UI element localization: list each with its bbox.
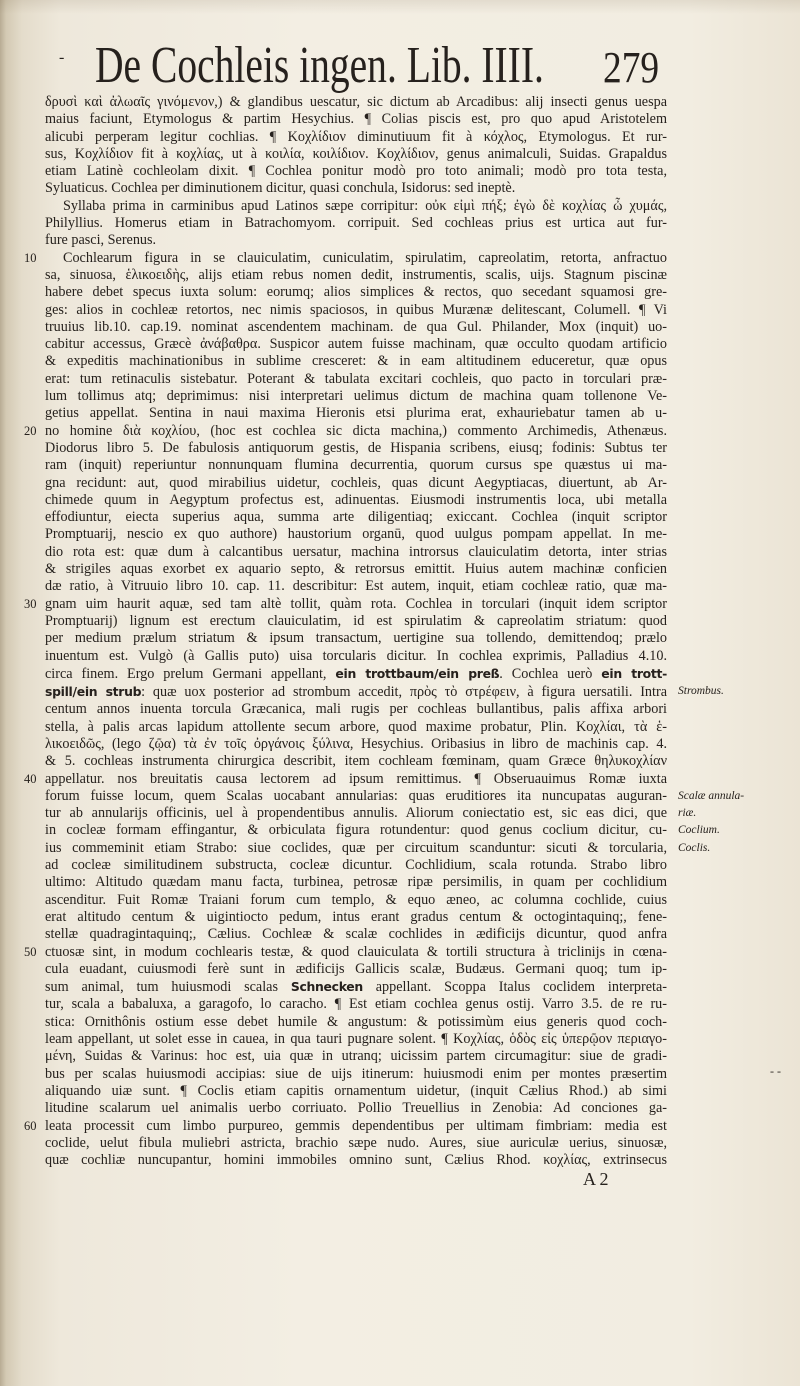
paragraph — [45, 94, 667, 198]
line-text: litudine scalarum uel animalis uerbo corriuato. Pollio Treuellius in Zenobia: Ad conciones ga- — [45, 1100, 667, 1117]
line-text: no homine διὰ κοχλίου, (hoc est cochlea sic dicta machina,) commento Archimedis, Athenæus. — [45, 422, 667, 439]
line-text: cula euadant, cuiusmodi ferè sunt in ædificijs Gallicis scalæ, Budæus. Germani quoq; tum ip- — [45, 960, 667, 977]
text-line — [24, 595, 667, 613]
text-line — [45, 215, 667, 232]
line-text: dio rota est: quæ dum à calcantibus uersatur, machina introrsus clauiculatim detorta, inter strias — [45, 543, 667, 560]
line-text: erat altitudo centum & uigintiocto pedum, intus erant gradus centum & octogintaquinq;, fene- — [45, 908, 667, 925]
text-line — [45, 736, 667, 753]
text-line — [45, 405, 667, 422]
text-line — [45, 509, 667, 526]
text-line — [45, 648, 667, 665]
text-line — [45, 978, 667, 996]
line-text: stellæ quadragintaquinq;, Cælius. Cochleæ & scalæ cochlides in ædificijs dicuntur, quod anfra — [45, 926, 667, 943]
line-text: Philyllius. Homerus etiam in Batrachomyom. corripuit. Sed cochleas prius est urtica aut fur- — [45, 215, 667, 232]
line-text: effodiuntur, eiecta superius aqua, summa arte diligentiaq; exiccant. Cochlea (inquit scriptor — [45, 509, 667, 526]
line-text: ius commeminit etiam Strabo: siue coclides, quæ per circuitum scanduntur: sicuti & torcularia, — [45, 839, 667, 856]
text-line — [45, 822, 720, 839]
text-line — [45, 1031, 667, 1048]
line-text: ram (inquit) reperiuntur nonnunquam flumina decurrentia, quorum cursus spe quæstus ui ma- — [45, 457, 667, 474]
text-line — [45, 787, 745, 805]
line-number: 40 — [24, 771, 37, 786]
edge-mark: - - — [770, 1064, 781, 1078]
text-line — [45, 892, 667, 909]
blackletter-text: spill/ein strub — [45, 684, 142, 700]
text-line — [45, 198, 667, 215]
text-line — [45, 232, 667, 249]
signature-mark: A 2 — [583, 1169, 609, 1189]
line-text: tur, scala a babaluxa, a garagofo, lo caracho. ¶ Est etiam cochlea genus ostij. Varro 3.5. de re ru- — [45, 996, 667, 1013]
margin-note: Coclis. — [678, 841, 711, 854]
line-text: alicubi perperam legitur cochlias. ¶ Κοχλίδιον diminutiuum fit à κόχλος, Etymologus. Et rur- — [45, 128, 667, 145]
text-line — [45, 526, 667, 543]
line-text: gnam uim haurit aquæ, sed tam altè tollit, quàm rota. Cochlea in torculari (inquit idem scriptor — [45, 595, 667, 612]
line-text: aliquando uiæ sunt. ¶ Coclis etiam capitis ornamentum uidetur, (inquit Cælius Rhod.) ab simi — [45, 1082, 667, 1099]
blackletter-text: ein trott- — [601, 665, 667, 681]
text-line — [45, 302, 667, 319]
text-line — [45, 1152, 667, 1169]
line-text: Promptuarij) lignum est erectum clauiculatim, id est spirulatim & capreolatim striatum: quod — [45, 612, 667, 629]
text-line — [45, 1048, 667, 1065]
text-line — [45, 1100, 667, 1117]
text-line — [45, 753, 667, 770]
line-text: coclide, uelut fibula muliebri astricta, brachio sæpe nudo. Aures, siue auriculæ uerius, sinuosæ, — [45, 1134, 667, 1151]
line-text: μένη, Suidas & Varinus: hoc est, uia quæ in utranq; uicissim partem circumagitur: siue de gradi- — [45, 1048, 667, 1065]
line-text: bus per scalas huiusmodi accipias: siue de uijs itinerum: huiusmodi enim per montes præsertim — [45, 1065, 667, 1082]
line-text: ascenditur. Fuit Romæ Traiani forum cum templo, & equo æneo, ac columna cochlide, cuius — [45, 891, 667, 908]
line-number: 10 — [24, 250, 37, 265]
blackletter-text: Schnecken — [290, 979, 363, 995]
text-line — [45, 129, 667, 146]
line-text: stella, à palis arcas lapidum attollente secum arbore, quod maxime probatur, Plin. Κοχλίαι, τὰ ἑ- — [45, 718, 667, 735]
text-line — [45, 719, 667, 736]
line-text: inuentum est. Vulgò (à Gallis puto) uisa torcularis dicitur. In cochlea exprimis, Palladius 4.10. — [45, 647, 667, 664]
line-text: forum fuisse locum, quem Scalas uocabant annularias: quas eruditiores ita nuncupatas auguran- — [45, 787, 667, 804]
running-head: De Cochleis ingen. Lib. IIII. — [95, 37, 544, 94]
line-text: & expeditis machinationibus in sublime cresceret: & in eam altitudinem educeretur, quæ opus — [45, 353, 667, 370]
paragraph — [45, 198, 667, 250]
line-text: & strigiles aquas exorbet ex aquario septo, & retrorsus emittit. Huius autem machinæ conficien — [45, 561, 667, 578]
text-line — [45, 805, 697, 822]
text-line — [45, 1014, 667, 1031]
text-line — [45, 996, 667, 1013]
line-text: gna recidunt: aut, quod mirabilius uidetur, cochleis, quas dicunt Aegyptiacas, diuertunt, ab Ar- — [45, 474, 667, 491]
line-text: lum tollimus atq; deprimimus: nisi interpretari uelimus dictum de machina quam tollenone Ve- — [45, 388, 667, 405]
text-run: appellant. Scoppa Italus coclidem interpreta- — [362, 979, 667, 996]
line-text: chimede quum in Aegyptum profectus est, adinuentas. Eiusmodi instrumentis loca, ubi metalla — [45, 491, 667, 508]
text-block — [24, 94, 745, 1169]
text-run: sum animal, tum huiusmodi scalas — [45, 979, 291, 996]
text-line — [45, 909, 667, 926]
page-number: 279 — [603, 43, 660, 92]
margin-note: Coclium. — [678, 824, 720, 837]
line-text: per medium prælum striatum & ipsum transactum, uertigine sua tollendo, demittendoq; prælo — [45, 630, 667, 647]
margin-note: Strombus. — [678, 685, 724, 698]
line-text — [45, 979, 667, 995]
text-line — [45, 926, 667, 943]
text-line — [45, 163, 667, 180]
line-text: in cocleæ formam effingantur, & orbiculata figura rotundentur: quod genus coclium dicitur, cu- — [45, 822, 667, 839]
line-text: stica: Ornithônis ostium esse debet humile & angustum: & potissimùm eius generis quod coch- — [45, 1013, 667, 1030]
text-line — [45, 561, 667, 578]
text-line — [45, 353, 667, 370]
text-line — [24, 249, 667, 267]
text-run: : quæ uox posterior ad strombum accedit, πρὸς τὸ στρέφειν, à figura uersatili. Intra — [141, 684, 667, 701]
text-line — [45, 665, 667, 683]
text-line — [45, 457, 667, 474]
text-line — [24, 1117, 667, 1135]
line-text: habere debet specus iuxta solum: eorumq; alios simplices & rectos, quo secedant squamosi gre- — [45, 284, 667, 301]
margin-note: riæ. — [678, 807, 697, 820]
text-line — [45, 475, 667, 492]
line-text: dæ ratio, à Vitruuio libro 10. cap. 11. describitur: Est autem, inquit, etiam cochleæ ratio, quæ ma- — [45, 578, 667, 595]
text-line — [45, 701, 667, 718]
text-line — [45, 1083, 667, 1100]
text-line — [24, 422, 667, 440]
line-text: appellatur. nos breuitatis causa lectorem ad ipsum remittimus. ¶ Obseruauimus Romæ iuxta — [45, 770, 667, 787]
line-text: truuius lib.10. cap.19. nominat ascendentem machinam. de qua Gul. Philander, Mox (inquit) uo- — [45, 318, 667, 335]
line-text: tur ab annularijs officinis, uel à propendentibus annulis. Aliorum coniectatio est, sic eas dici, que — [45, 805, 667, 822]
line-number: 30 — [24, 596, 37, 611]
line-text: ges: alios in cochleæ retortos, nec nimis spaciosos, in quibus Murænæ delitescant, Columell. ¶ Vi — [45, 301, 667, 318]
text-line — [45, 874, 667, 891]
text-line — [45, 371, 667, 388]
line-text — [45, 684, 667, 700]
text-line — [45, 630, 667, 647]
text-line — [45, 388, 667, 405]
text-line — [45, 94, 667, 111]
line-text: Syllaba prima in carminibus apud Latinos sæpe corripitur: οὐκ εἰμὶ πήξ; ἐγὼ δὲ κοχλίας ὦ χυμάς, — [63, 197, 667, 214]
margin-note: Scalæ annula- — [678, 789, 745, 802]
line-text: centum annos inuenta torcula Græcanica, mali rugis per cochleas bullantibus, palis affixa arbori — [45, 701, 667, 718]
text-line — [45, 857, 667, 874]
head-mark: - — [59, 49, 65, 66]
line-number: 20 — [24, 423, 37, 438]
text-line — [45, 267, 667, 284]
text-line — [45, 146, 667, 163]
text-line — [45, 492, 667, 509]
text-line — [45, 319, 667, 336]
text-line — [45, 839, 711, 857]
line-text: erat: tum retinaculis sistebatur. Poterant & tabulata excitari cochleis, quo pacto in torculari præ- — [45, 370, 667, 387]
text-line — [45, 1066, 667, 1083]
text-line — [45, 336, 667, 353]
line-text: ctuosæ sint, in modum cochlearis testæ, & quod clauiculata & tortili structura à triclinijs in cœna- — [45, 943, 667, 960]
line-text — [45, 666, 667, 682]
line-text: δρυσὶ καὶ ἀλωαῖς γινόμενον,) & glandibus uescatur, sic dictum ab Arcadibus: alij insecti genus uespa — [45, 94, 667, 110]
text-line — [45, 180, 667, 197]
text-line — [24, 943, 667, 961]
text-line — [45, 284, 667, 301]
line-number: 50 — [24, 944, 37, 959]
text-line — [45, 111, 667, 128]
line-text: sus, Κοχλίδιον fit à κοχλίας, ut à κοιλία, κοιλίδιον. Κοχλίδιον, genus animalculi, Suidas. Grapaldus — [45, 145, 667, 162]
text-run: . Cochlea uerò — [499, 665, 602, 682]
line-text: getius appellat. Sentina in naui maxima Hieronis etsi plurima erat, exhauriebatur tamen ab u- — [45, 405, 667, 422]
line-text: quæ cochliæ nuncupantur, homini immobiles omnino sunt, Cælius Rhod. κοχλίας, extrinsecus — [45, 1152, 667, 1169]
line-text: cabitur accessus, Græcè ἀνάβαθρα. Suspicor autem fuisse machinam, quæ occulto quodam artificio — [45, 336, 667, 353]
text-line — [45, 961, 667, 978]
line-text: Diodorus libro 5. De fabulosis antiquorum gestis, de Hispania scribens, eiusq; fodinis: Subtus ter — [45, 439, 667, 456]
text-run: circa finem. Ergo prelum Germani appellant, — [45, 665, 336, 682]
text-line — [24, 770, 667, 788]
text-line — [45, 683, 724, 701]
line-text: fure pasci, Serenus. — [45, 232, 157, 249]
line-text: sa, sinuosa, ἑλικοειδὴς, alijs etiam rebus nomen dedit, instrumentis, scalis, uijs. Stagnum piscinæ — [45, 266, 667, 283]
text-line — [45, 1135, 667, 1152]
line-text: Promptuarij, nescio ex quo authore) haustorium organū, quod uulgus pompam appellat. In me- — [45, 526, 667, 543]
line-text: Syluaticus. Cochlea per diminutionem dicitur, quasi conchula, Isidorus: sed ineptè. — [45, 180, 516, 197]
line-text: leam appellant, ut solet esse in cauea, in qua tauri pugnare solent. ¶ Κοχλίας, ὁδὸς εἰς ὑπερῷον περιαγο- — [45, 1031, 667, 1048]
line-number: 60 — [24, 1118, 37, 1133]
text-line — [45, 613, 667, 630]
line-text: leata processit cum limbo purpureo, gemmis dependentibus per ultimam fimbriam: media est — [45, 1117, 667, 1134]
text-line — [45, 440, 667, 457]
line-text: ad cocleæ similitudinem substructa, cocleæ dicuntur. Cochlidium, scala rotunda. Strabo libro — [45, 857, 667, 874]
line-text: maius faciunt, Etymologus & partim Hesychius. ¶ Colias piscis est, pro quo apud Aristotelem — [45, 111, 667, 128]
paragraph — [24, 249, 745, 1170]
text-line — [45, 578, 667, 595]
line-text: ultimo: Altitudo quædam manu facta, turbinea, petrosæ ripæ persimilis, in quam per cochlidium — [45, 874, 667, 891]
blackletter-text: ein trottbaum/ein preß — [335, 665, 500, 681]
line-text: λικοειδῶς, (lego ζῷα) τὰ ἐν τοῖς ὀργάνοις ξύλινα, Hesychius. Oribasius in libro de machinis cap. 4. — [45, 735, 667, 752]
text-line — [45, 544, 667, 561]
line-text: Cochlearum figura in se clauiculatim, cuniculatim, spirulatim, capreolatim, retorta, anfractuo — [63, 249, 667, 266]
line-text: & 5. cochleas instrumenta chirurgica describit, item cochleam fœminam, quam Græce θηλυκοχλίαν — [45, 753, 667, 770]
line-text: etiam Latinè cochleolam dixit. ¶ Cochlea ponitur modò pro toto animali; modò pro tota testa, — [45, 163, 667, 180]
